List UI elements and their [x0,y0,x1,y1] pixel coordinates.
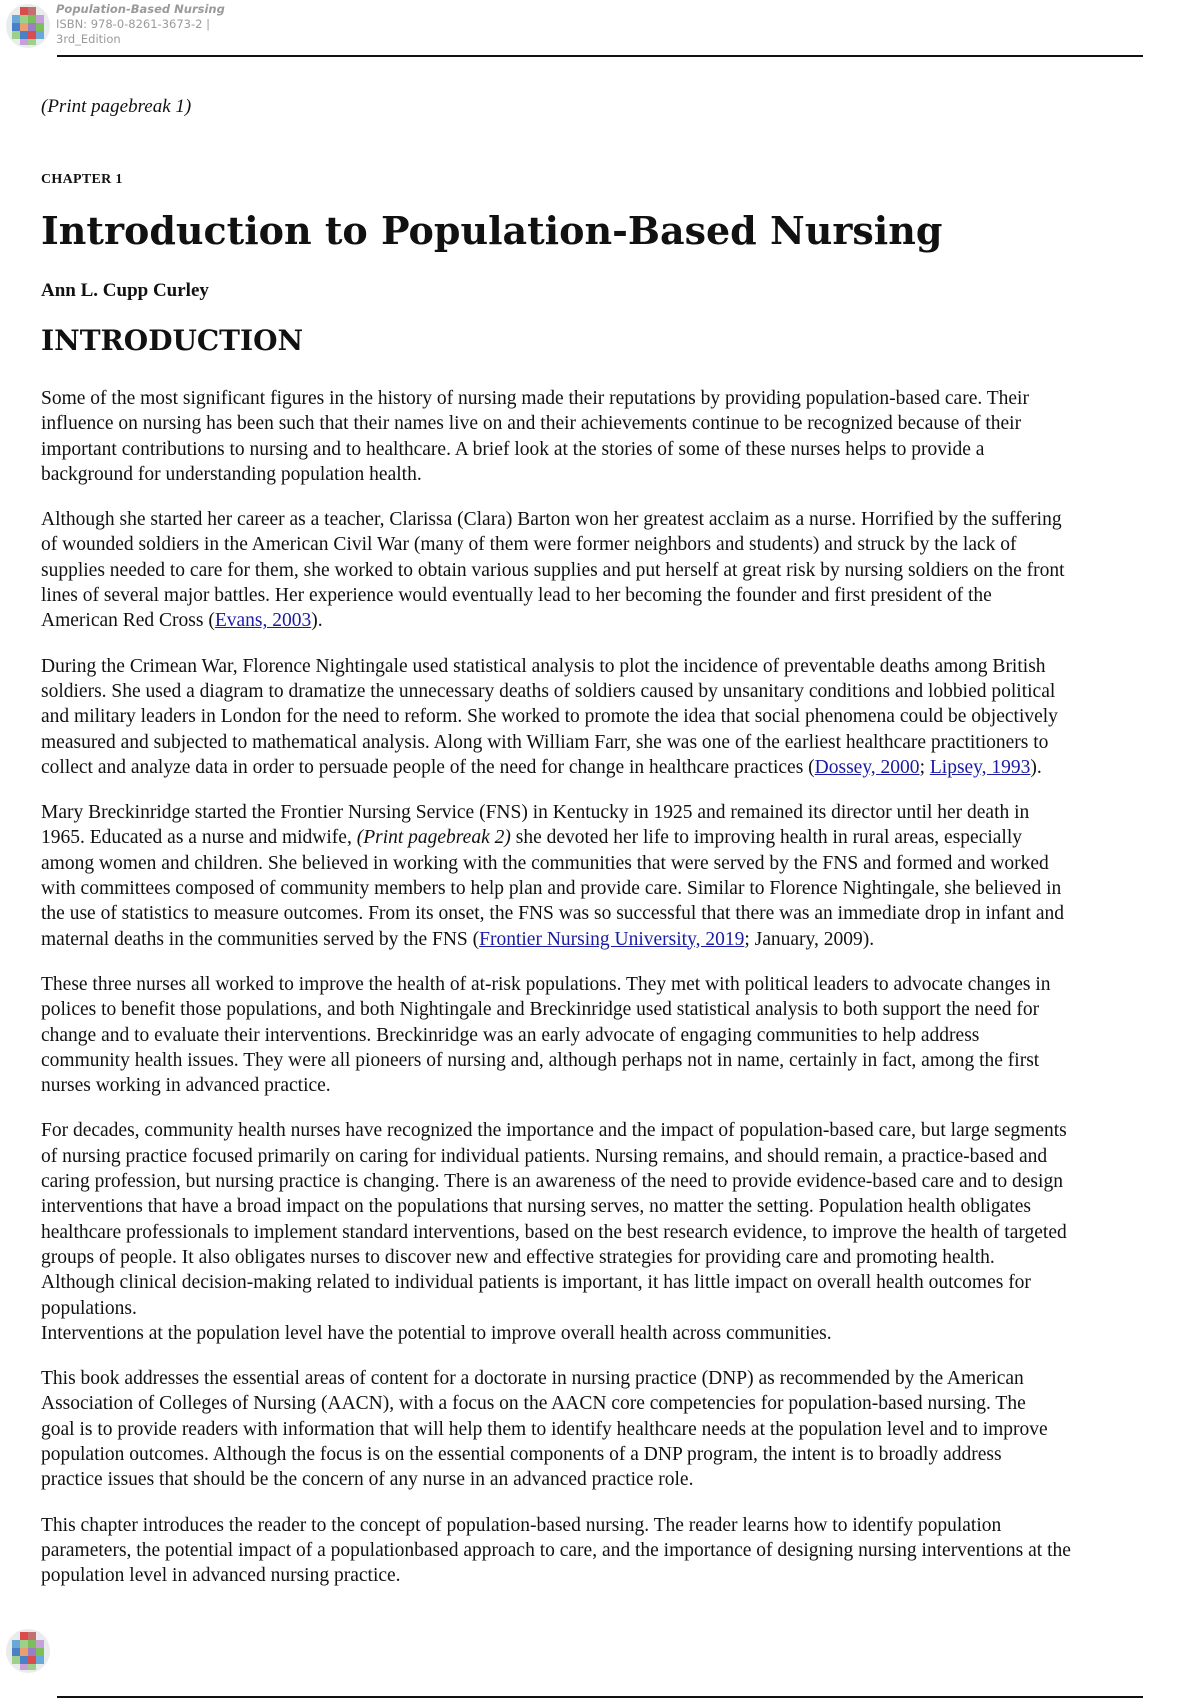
text-fragment: collect and analyze data in order to persuade people of the need for change in healthcare practices ( [41,756,815,778]
text-line: and military leaders in London for the need to reform. She worked to promote the idea that social phenomena could be objectively [41,706,1058,728]
text-line: practice issues that should be the concern of any nurse in an advanced practice role. [41,1469,694,1491]
header-divider [57,55,1143,57]
publisher-logo-icon [5,1628,51,1674]
text-line: Mary Breckinridge started the Frontier Nursing Service (FNS) in Kentucky in 1925 and remained its director until her death in [41,802,1030,824]
paragraph-4 [41,800,1171,952]
text-fragment: she devoted her life to improving health in rural areas, especially [510,827,1023,849]
citation-link-dossey-2000[interactable]: Dossey, 2000 [814,756,920,778]
text-fragment: ). [311,610,323,632]
citation-link-evans-2003[interactable]: Evans, 2003 [214,610,312,632]
text-line [41,755,1171,780]
text-fragment: maternal deaths in the communities served by the FNS ( [41,928,480,950]
text-fragment: ; January, 2009). [744,928,875,950]
text-line: parameters, the potential impact of a populationbased approach to care, and the importance of designing nursing interventions at the [41,1539,1071,1561]
paragraph-1 [41,386,1171,487]
citation-link-frontier-2019[interactable]: Frontier Nursing University, 2019 [479,928,745,950]
header-book-title: Population-Based Nursing [56,2,225,16]
text-line: community health issues. They were all pioneers of nursing and, although perhaps not in name, certainly in fact, among the first [41,1049,1040,1071]
text-line [41,927,1171,952]
text-line [41,825,1171,850]
text-line: of nursing practice focused primarily on caring for individual patients. Nursing remains, and should remain, a practice-based and [41,1145,1048,1167]
paragraph-8 [41,1513,1171,1589]
text-line: background for understanding population health. [41,463,422,485]
inline-pagebreak-marker: (Print pagebreak 2) [356,827,511,849]
text-fragment: American Red Cross ( [41,610,215,632]
text-line: soldiers. She used a diagram to dramatize the unnecessary deaths of soldiers caused by unsanitary conditions and lobbied political [41,680,1056,702]
text-line: For decades, community health nurses have recognized the importance and the impact of population-based care, but large segments [41,1120,1067,1142]
paragraph-2 [41,507,1171,633]
text-line: Although clinical decision-making related to individual patients is important, it has little impact on overall health outcomes for [41,1272,1031,1294]
paragraph-7 [41,1366,1171,1492]
chapter-content [41,96,1171,1608]
text-line: polices to benefit those populations, and both Nightingale and Breckinridge used statistical analysis to both support the need for [41,999,1040,1021]
chapter-label: CHAPTER 1 [41,172,123,187]
text-line: important contributions to nursing and to healthcare. A brief look at the stories of some of these nurses helps to provide a [41,438,985,460]
text-fragment: 1965. Educated as a nurse and midwife, [41,827,357,849]
text-line: of wounded soldiers in the American Civil War (many of them were former neighbors and students) and struck by the lack of [41,534,1017,556]
text-line: caring profession, but nursing practice is changing. There is an awareness of the need to provide evidence-based care and to design [41,1171,1063,1193]
text-fragment: ; [919,756,930,778]
text-line: change and to evaluate their interventions. Breckinridge was an early advocate of engaging communities to help address [41,1024,980,1046]
text-line: healthcare professionals to implement standard interventions, based on the best research evidence, to improve the health of targeted [41,1221,1067,1243]
text-line: goal is to provide readers with information that will help them to identify healthcare needs at the population level and to improve [41,1418,1048,1440]
text-line: with committees composed of community members to help plan and provide care. Similar to Florence Nightingale, she believed in [41,878,1062,900]
publisher-logo-icon [5,3,51,49]
header-isbn: ISBN: 978-0-8261-3673-2 | [56,17,210,31]
paragraph-6 [41,1118,1171,1346]
text-fragment: ). [1030,756,1042,778]
text-line: population level in advanced nursing practice. [41,1565,401,1587]
footer-divider [57,1696,1143,1698]
text-line: groups of people. It also obligates nurses to discover new and effective strategies for providing care and promoting health. [41,1246,995,1268]
header-edition: 3rd_Edition [56,32,121,46]
author-name: Ann L. Cupp Curley [41,280,209,301]
text-line: interventions that have a broad impact on the populations that nursing serves, no matter the setting. Population health obligates [41,1196,1031,1218]
citation-link-lipsey-1993[interactable]: Lipsey, 1993 [929,756,1031,778]
text-line: influence on nursing has been such that their names live on and their achievements continue to be recognized because of their [41,413,1022,435]
text-line: lines of several major battles. Her experience would eventually lead to her becoming the founder and first president of the [41,585,992,607]
paragraph-3 [41,654,1171,780]
text-line: supplies needed to care for them, she worked to obtain various supplies and put herself at great risk by nursing soldiers on the front [41,559,1065,581]
header-book-info [56,2,256,46]
text-line: Association of Colleges of Nursing (AACN), with a focus on the AACN core competencies for population-based nursing. The [41,1393,1026,1415]
text-line: population outcomes. Although the focus is on the essential components of a DNP program, the intent is to broadly address [41,1443,1002,1465]
text-line: Some of the most significant figures in the history of nursing made their reputations by providing population-based care. Their [41,388,1029,409]
text-line [41,608,1171,633]
text-line: This chapter introduces the reader to the concept of population-based nursing. The reader learns how to identify population [41,1514,1002,1536]
text-line: measured and subjected to mathematical analysis. Along with William Farr, she was one of the earliest healthcare practitioners to [41,731,1049,753]
text-line: During the Crimean War, Florence Nightingale used statistical analysis to plot the incidence of preventable deaths among British [41,655,1046,677]
text-line: the use of statistics to measure outcomes. From its onset, the FNS was so successful that there was an immediate drop in infant and [41,903,1065,925]
text-line: populations. [41,1297,137,1319]
text-line: These three nurses all worked to improve the health of at-risk populations. They met with political leaders to advocate changes in [41,973,1051,995]
section-heading: INTRODUCTION [41,324,304,357]
text-line: Although she started her career as a teacher, Clarissa (Clara) Barton won her greatest acclaim as a nurse. Horrified by the suffering [41,509,1062,531]
paragraph-5 [41,972,1171,1098]
text-line: nurses working in advanced practice. [41,1075,331,1097]
chapter-title: Introduction to Population-Based Nursing [41,208,943,253]
text-line: among women and children. She believed in working with the communities that were served by the FNS and formed and worked [41,852,1049,874]
text-line: This book addresses the essential areas of content for a doctorate in nursing practice (DNP) as recommended by the American [41,1368,1024,1390]
text-line: Interventions at the population level have the potential to improve overall health across communities. [41,1322,832,1344]
print-pagebreak-marker: (Print pagebreak 1) [41,96,192,117]
